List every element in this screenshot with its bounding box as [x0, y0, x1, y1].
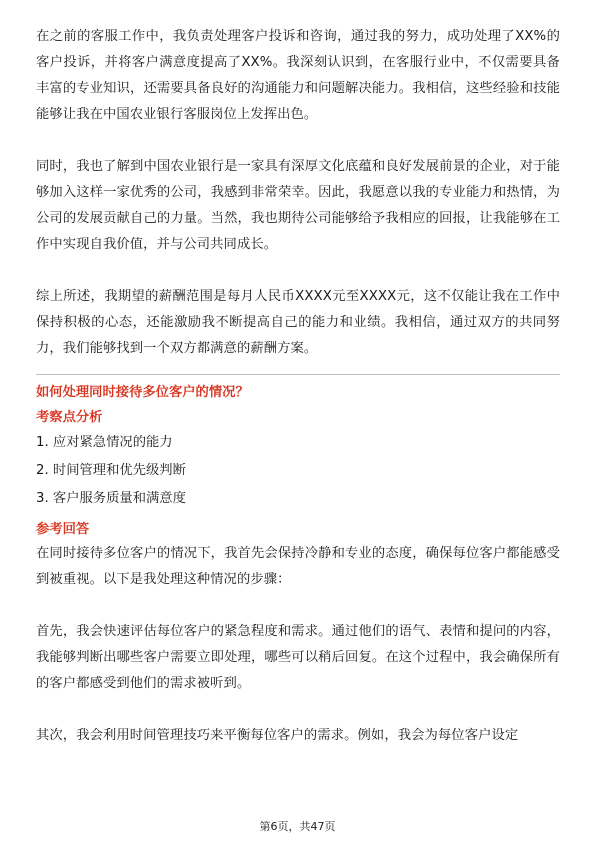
paragraph-gap [36, 593, 560, 619]
page-number-footer: 第6页，共47页 [259, 820, 336, 833]
answer-paragraph-2: 首先，我会快速评估每位客户的紧急程度和需求。通过他们的语气、表情和提问的内容，我能够判断出哪些客户需要立即处理，哪些可以稍后回复。在这个过程中，我会确保所有的客户都感受到他们的需求被听到。 [36, 624, 560, 691]
analysis-heading: 考察点分析 [36, 410, 103, 425]
intro-paragraph-3: 综上所述，我期望的薪酬范围是每月人民币XXXX元至XXXX元，这不仅能让我在工作中保持积极的心态，还能激励我不断提高自己的能力和业绩。我相信，通过双方的共同努力，我们能够找到一个双方都满意的薪酬方案。 [36, 289, 560, 356]
question-title: 如何处理同时接待多位客户的情况？ [36, 385, 249, 400]
paragraph-gap [36, 697, 560, 723]
analysis-point-1: 1. 应对紧急情况的能力 [36, 435, 173, 450]
answer-paragraph-3: 其次，我会利用时间管理技巧来平衡每位客户的需求。例如，我会为每位客户设定 [36, 728, 519, 743]
document-page [36, 24, 560, 749]
paragraph-gap [36, 258, 560, 284]
intro-paragraph-2: 同时，我也了解到中国农业银行是一家具有深厚文化底蕴和良好发展前景的企业，对于能够加入这样一家优秀的公司，我感到非常荣幸。因此，我愿意以我的专业能力和热情，为公司的发展贡献自己的力量。当然，我也期待公司能够给予我相应的回报，让我能够在工作中实现自我价值，并与公司共同成长。 [36, 159, 560, 252]
analysis-point-3: 3. 客户服务质量和满意度 [36, 491, 186, 506]
answer-heading: 参考回答 [36, 522, 90, 537]
answer-paragraph-1: 在同时接待多位客户的情况下，我首先会保持冷静和专业的态度，确保每位客户都能感受到被重视。以下是我处理这种情况的步骤： [36, 546, 560, 587]
intro-paragraph-1: 在之前的客服工作中，我负责处理客户投诉和咨询，通过我的努力，成功处理了XX%的客户投诉，并将客户满意度提高了XX%。我深刻认识到，在客服行业中，不仅需要具备丰富的专业知识，还需要具备良好的沟通能力和问题解决能力。我相信，这些经验和技能能够让我在中国农业银行客服岗位上发挥出色。 [36, 29, 560, 122]
section-divider [36, 374, 560, 375]
analysis-point-2: 2. 时间管理和优先级判断 [36, 463, 186, 478]
paragraph-gap [36, 128, 560, 154]
